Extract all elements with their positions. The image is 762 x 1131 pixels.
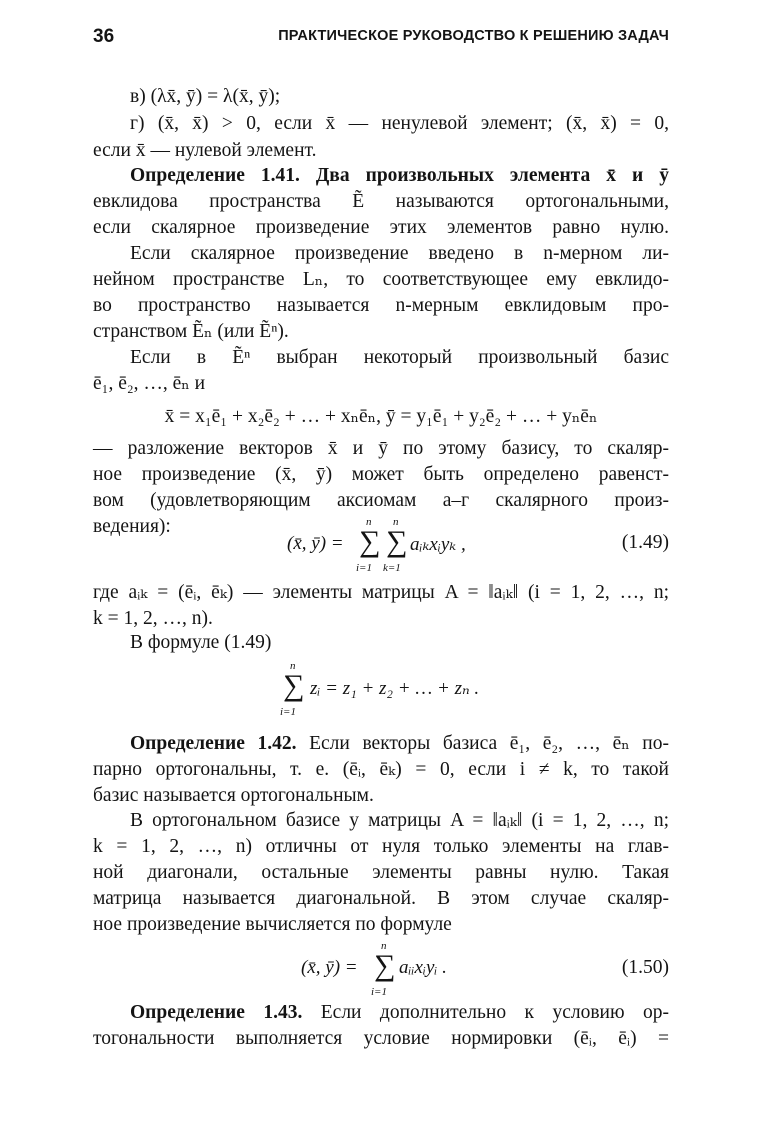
equation-number: (1.49) — [621, 532, 669, 553]
running-title: ПРАКТИЧЕСКОЕ РУКОВОДСТВО К РЕШЕНИЮ ЗАДАЧ — [278, 28, 669, 44]
sum-lower-limit: i=1 — [371, 986, 387, 998]
sigma-symbol: ∑ — [386, 525, 408, 558]
text-line: Если скалярное произведение введено в n-мерном ли- — [130, 243, 669, 264]
text-line: тогональности выполняется условие нормировки (ēᵢ, ēᵢ) = — [93, 1028, 669, 1049]
text-line: В ортогональном базисе у матрицы A = ‖aᵢₖ‖ (i = 1, 2, …, n; — [130, 810, 669, 831]
text-line: если x̄ — нулевой элемент. — [93, 140, 317, 161]
text-line: нейном пространстве Lₙ, то соответствующее ему евклидо- — [93, 269, 669, 290]
text-line: k = 1, 2, …, n) отличны от нуля только элементы на глав- — [93, 836, 669, 857]
eq150-lhs: (x̄, ȳ) = — [301, 957, 358, 978]
text-line: ē₁, ē₂, …, ēₙ и — [93, 373, 206, 394]
text-line: в) (λx̄, ȳ) = λ(x̄, ȳ); — [130, 86, 281, 107]
text-line: — разложение векторов x̄ и ȳ по этому базису, то скаляр- — [93, 438, 669, 459]
sum-body: zᵢ = z₁ + z₂ + … + zₙ . — [310, 678, 480, 699]
text-line: парно ортогональны, т. е. (ēᵢ, ēₖ) = 0, если i ≠ k, то такой — [93, 759, 669, 780]
text-line: базис называется ортогональным. — [93, 785, 374, 806]
page-number: 36 — [93, 26, 115, 47]
eq150-body: aᵢᵢxᵢyᵢ . — [399, 957, 447, 978]
expansion-formula: x̄ = x₁ē₁ + x₂ē₂ + … + xₙēₙ, ȳ = y₁ē₁ + y₂ē₂ + … + yₙēₙ — [164, 406, 598, 427]
eq149-lhs: (x̄, ȳ) = — [287, 533, 344, 554]
definition-heading-line: Определение 1.42. Если векторы базиса ē₁, ē₂, …, ēₙ по- — [130, 733, 669, 754]
text-line: ведения): — [93, 516, 171, 537]
sum-upper-limit: n — [366, 516, 372, 528]
text-line: ное произведение (x̄, ȳ) может быть определено равенст- — [93, 464, 669, 485]
text-line: ной диагонали, остальные элементы равны нулю. Такая — [93, 862, 669, 883]
sum-lower-limit: k=1 — [383, 562, 401, 574]
definition-heading-line: Определение 1.43. Если дополнительно к условию ор- — [130, 1002, 669, 1023]
sum-upper-limit: n — [393, 516, 399, 528]
text-line: во пространство называется n-мерным евклидовым про- — [93, 295, 669, 316]
sigma-symbol: ∑ — [359, 525, 381, 558]
definition-heading-line: Определение 1.41. Два произвольных элемента x̄ и ȳ — [130, 165, 669, 186]
sum-upper-limit: n — [381, 940, 387, 952]
text-line: если скалярное произведение этих элементов равно нулю. — [93, 217, 669, 238]
text-line: евклидова пространства Ẽ называются ортогональными, — [93, 191, 669, 212]
text-line: где aᵢₖ = (ēᵢ, ēₖ) — элементы матрицы A = ‖aᵢₖ‖ (i = 1, 2, …, n; — [93, 582, 669, 603]
text-line: матрица называется диагональной. В этом случае скаляр- — [93, 888, 669, 909]
text-line: странством Ẽₙ (или Ẽⁿ). — [93, 321, 289, 342]
sigma-symbol: ∑ — [283, 669, 305, 702]
sigma-symbol: ∑ — [374, 949, 396, 982]
text-line: Если в Ẽⁿ выбран некоторый произвольный базис — [130, 347, 669, 368]
text-line: В формуле (1.49) — [130, 632, 272, 653]
text-line: k = 1, 2, …, n). — [93, 608, 213, 629]
sum-upper-limit: n — [290, 660, 296, 672]
text-line: вом (удовлетворяющим аксиомам а–г скалярного произ- — [93, 490, 669, 511]
text-line: ное произведение вычисляется по формуле — [93, 914, 452, 935]
definition-label: Определение 1.42. — [130, 733, 297, 754]
eq149-body: aᵢₖxᵢyₖ , — [410, 534, 466, 555]
sum-lower-limit: i=1 — [356, 562, 372, 574]
equation-number: (1.50) — [621, 957, 669, 978]
definition-label: Определение 1.41. — [130, 165, 300, 186]
definition-label: Определение 1.43. — [130, 1002, 303, 1023]
sum-lower-limit: i=1 — [280, 706, 296, 718]
text-line: г) (x̄, x̄) > 0, если x̄ — ненулевой элемент; (x̄, x̄) = 0, — [130, 113, 669, 134]
